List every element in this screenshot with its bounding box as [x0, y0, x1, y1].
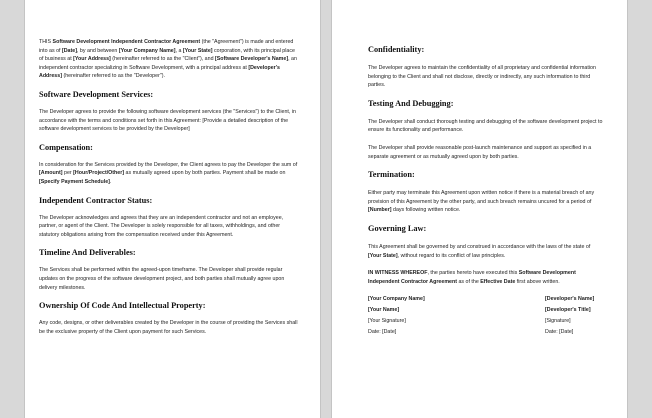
compensation-paragraph: In consideration for the Services provided by the Developer, the Client agrees to pay the Developer the sum of [Amount] per [Hour/Project/Other] as mutually agreed upon by both parties. Payment shall be made on [Specify Payment Schedule].	[39, 161, 298, 185]
testing-paragraph-1: The Developer shall conduct thorough testing and debugging of the software development project to ensure its functionality and performance.	[368, 118, 603, 134]
signature-row-signature	[368, 317, 605, 326]
signature-block	[368, 295, 605, 337]
document-page-left	[24, 0, 321, 418]
document-page-right	[331, 0, 628, 418]
timeline-heading: Timeline And Deliverables:	[39, 248, 136, 258]
developer-title: [Developer's Title]	[545, 307, 591, 314]
confidentiality-paragraph: The Developer agrees to maintain the confidentiality of all proprietary and confidential information belonging to the Client and shall not disclose, directly or indirectly, any such information to third parties.	[368, 65, 596, 89]
ownership-paragraph: Any code, designs, or other deliverables created by the Developer in the course of providing the Services shall be the exclusive property of the Client upon payment for such Services.	[39, 320, 298, 335]
developer-name: [Developer's Name]	[545, 296, 595, 303]
timeline-paragraph: The Services shall be performed within the agreed-upon timeframe. The Developer shall provide regular updates on the progress of the software development project, and both parties shall mutually agree upon delivery milestones.	[39, 267, 285, 291]
testing-paragraph-2: The Developer shall provide reasonable post-launch maintenance and support as specified in a separate agreement or as mutually agreed upon by both parties.	[368, 144, 592, 160]
termination-paragraph: Either party may terminate this Agreement upon written notice if there is a material breach of any provision of this Agreement by the other party, and such breach remains uncured for a period of [Number] days following written notice.	[368, 190, 595, 214]
confidentiality-heading: Confidentiality:	[368, 45, 425, 54]
testing-heading: Testing And Debugging:	[368, 98, 454, 108]
signature-row-name	[368, 306, 605, 315]
developer-signature-date: Date: [Date]	[545, 329, 574, 336]
signature-row-date	[368, 328, 605, 337]
ownership-heading: Ownership Of Code And Intellectual Property:	[39, 301, 206, 311]
client-signature-date: Date: [Date]	[368, 329, 397, 336]
services-paragraph: The Developer agrees to provide the following software development services (the "Services") to the Client, in accordance with the terms and conditions set forth in this Agreement: [Provide a detailed description of the software development services to be provided by the Developer]	[39, 108, 296, 133]
governing-law-paragraph: This Agreement shall be governed by and construed in accordance with the laws of the state of [Your State], without regard to its conflict of law principles.	[368, 243, 591, 259]
contractor-status-heading: Independent Contractor Status:	[39, 195, 153, 205]
signature-row-company	[368, 295, 605, 304]
client-signature: [Your Signature]	[368, 318, 406, 325]
witness-paragraph: IN WITNESS WHEREOF, the parties hereto have executed this Software Development Independent Contractor Agreement as of the Effective Date first above written.	[368, 270, 576, 285]
developer-signature: [Signature]	[545, 318, 571, 325]
compensation-heading: Compensation:	[39, 142, 93, 152]
termination-heading: Termination:	[368, 170, 415, 180]
contractor-status-paragraph: The Developer acknowledges and agrees that they are an independent contractor and not an employee, partner, or agent of the Client. The Developer is solely responsible for all taxes, withholdings, and other statutory obligations arising from the compensation received under this Agreement.	[39, 214, 284, 238]
intro-paragraph: THIS Software Development Independent Contractor Agreement (the "Agreement") is made and entered into as of [Date], by and between [Your Company Name], a [Your State] corporation, with its principal place of business at [Your Address] (hereinafter referred to as the "Client"), and [Software Developer's Name], an independent contractor specializing in Software Development, with a principal address at [Developer's Address] (hereinafter referred to as the "Developer").	[39, 39, 297, 80]
services-heading: Software Development Services:	[39, 89, 154, 99]
governing-law-heading: Governing Law:	[368, 223, 427, 233]
client-signatory-name: [Your Name]	[368, 307, 400, 314]
client-company-name: [Your Company Name]	[368, 296, 425, 303]
